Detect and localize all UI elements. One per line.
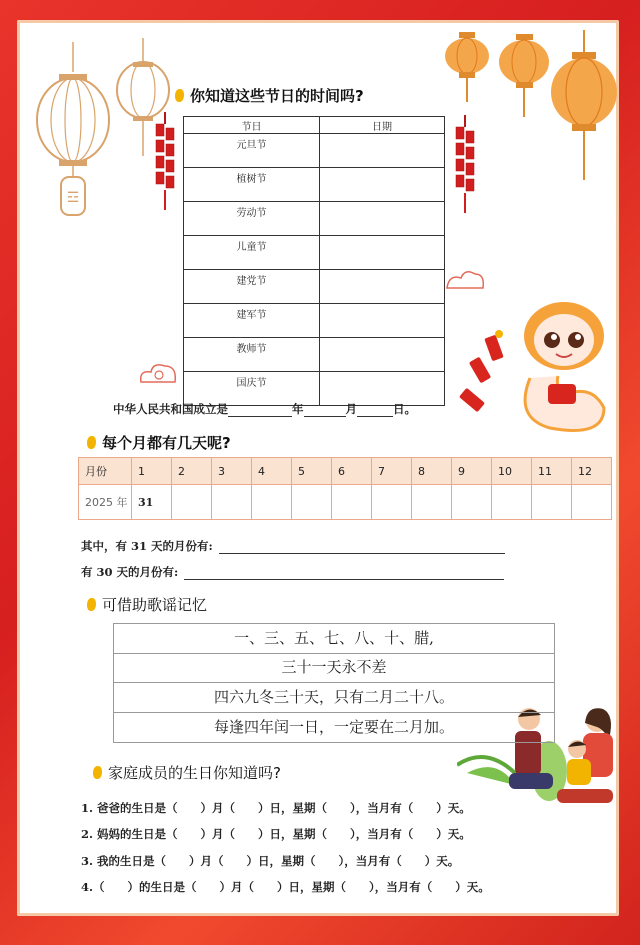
q31-text: 其中，有 31 天的月份有: — [81, 539, 213, 553]
founding-month-label: 月 — [345, 402, 357, 416]
festival-name: 植树节 — [184, 168, 320, 202]
birthday-question[interactable]: 4.（ ）的生日是（ ）月（ ）日，星期（ ），当月有（ ）天。 — [81, 880, 490, 894]
festival-date-cell[interactable] — [320, 304, 445, 338]
bullet-icon — [87, 436, 96, 449]
table-header-festival: 节日 — [184, 117, 320, 134]
festival-table — [183, 116, 445, 406]
month-label: 月份 — [79, 458, 132, 485]
festival-name: 建军节 — [184, 304, 320, 338]
days-cell[interactable] — [172, 485, 212, 520]
month-row — [79, 458, 612, 485]
lantern-icon — [33, 42, 113, 227]
founding-blank[interactable] — [357, 416, 393, 417]
section-title-birthdays — [93, 762, 281, 783]
founding-date-line — [113, 401, 416, 417]
table-row — [184, 168, 445, 202]
table-header-row — [184, 117, 445, 134]
birthday-question[interactable]: 2. 妈妈的生日是（ ）月（ ）日，星期（ ），当月有（ ）天。 — [81, 827, 471, 841]
q30-line — [81, 564, 504, 580]
festival-date-cell[interactable] — [320, 202, 445, 236]
days-cell[interactable] — [292, 485, 332, 520]
snake-mascot-icon — [454, 288, 614, 448]
lantern-icon — [497, 32, 552, 122]
section-title-text: 可借助歌谣记忆 — [102, 596, 208, 614]
lantern-icon — [550, 30, 618, 190]
days-cell[interactable] — [372, 485, 412, 520]
month-cell: 2 — [172, 458, 212, 485]
days-cell[interactable] — [532, 485, 572, 520]
section-title-months — [87, 432, 231, 453]
days-row — [79, 485, 612, 520]
days-cell: 31 — [132, 485, 172, 520]
festival-date-cell[interactable] — [320, 134, 445, 168]
q30-text: 有 30 天的月份有: — [81, 565, 179, 579]
table-row — [184, 134, 445, 168]
festival-date-cell[interactable] — [320, 270, 445, 304]
festival-name: 劳动节 — [184, 202, 320, 236]
month-cell: 8 — [412, 458, 452, 485]
month-days-table — [78, 457, 612, 520]
svg-text:☲: ☲ — [66, 190, 80, 206]
days-cell[interactable] — [412, 485, 452, 520]
month-cell: 3 — [212, 458, 252, 485]
founding-prefix: 中华人民共和国成立是 — [113, 402, 228, 416]
days-cell[interactable] — [332, 485, 372, 520]
q31-line — [81, 538, 505, 554]
q30-blank[interactable] — [184, 579, 504, 580]
section-title-text: 每个月都有几天呢? — [102, 434, 231, 452]
cloud-icon — [445, 268, 485, 290]
rhyme-line: 三十一天永不差 — [113, 653, 555, 683]
section-title-rhyme — [87, 594, 207, 615]
days-cell[interactable] — [212, 485, 252, 520]
table-row — [184, 304, 445, 338]
festival-name: 国庆节 — [184, 372, 320, 406]
month-cell: 9 — [452, 458, 492, 485]
bullet-icon — [175, 89, 184, 102]
year-label: 2025 年 — [79, 485, 132, 520]
bullet-icon — [87, 598, 96, 611]
month-cell: 12 — [572, 458, 612, 485]
month-cell: 7 — [372, 458, 412, 485]
bullet-icon — [93, 766, 102, 779]
festival-name: 儿童节 — [184, 236, 320, 270]
rhyme-line: 一、三、五、七、八、十、腊, — [113, 623, 555, 654]
table-row — [184, 270, 445, 304]
birthday-question[interactable]: 1. 爸爸的生日是（ ）月（ ）日，星期（ ），当月有（ ）天。 — [81, 801, 471, 815]
month-cell: 4 — [252, 458, 292, 485]
firecracker-icon — [452, 115, 478, 215]
month-cell: 1 — [132, 458, 172, 485]
table-row — [184, 338, 445, 372]
section-title-text: 家庭成员的生日你知道吗? — [108, 764, 281, 782]
festival-date-cell[interactable] — [320, 168, 445, 202]
festival-name: 建党节 — [184, 270, 320, 304]
section-title-text: 你知道这些节日的时间吗? — [190, 87, 364, 105]
days-cell[interactable] — [252, 485, 292, 520]
rhyme-line: 每逢四年闰一日，一定要在二月加。 — [113, 713, 555, 743]
festival-name: 教师节 — [184, 338, 320, 372]
table-row — [184, 236, 445, 270]
days-cell[interactable] — [492, 485, 532, 520]
month-cell: 10 — [492, 458, 532, 485]
month-cell: 11 — [532, 458, 572, 485]
founding-blank[interactable] — [304, 416, 346, 417]
festival-date-cell[interactable] — [320, 338, 445, 372]
festival-name: 元旦节 — [184, 134, 320, 168]
month-cell: 5 — [292, 458, 332, 485]
founding-blank[interactable] — [228, 416, 292, 417]
cloud-icon — [137, 360, 179, 386]
table-row — [184, 202, 445, 236]
lantern-icon — [442, 30, 492, 110]
days-cell[interactable] — [452, 485, 492, 520]
table-header-date: 日期 — [320, 117, 445, 134]
founding-year-label: 年 — [292, 402, 304, 416]
section-title-festivals — [175, 85, 364, 106]
rhyme-line: 四六九冬三十天，只有二月二十八。 — [113, 683, 555, 713]
firecracker-icon — [152, 112, 178, 212]
q31-blank[interactable] — [219, 553, 505, 554]
founding-day-label: 日。 — [393, 402, 416, 416]
worksheet-page — [17, 20, 619, 916]
festival-date-cell[interactable] — [320, 236, 445, 270]
birthday-question[interactable]: 3. 我的生日是（ ）月（ ）日，星期（ ），当月有（ ）天。 — [81, 854, 460, 868]
month-cell: 6 — [332, 458, 372, 485]
days-cell[interactable] — [572, 485, 612, 520]
